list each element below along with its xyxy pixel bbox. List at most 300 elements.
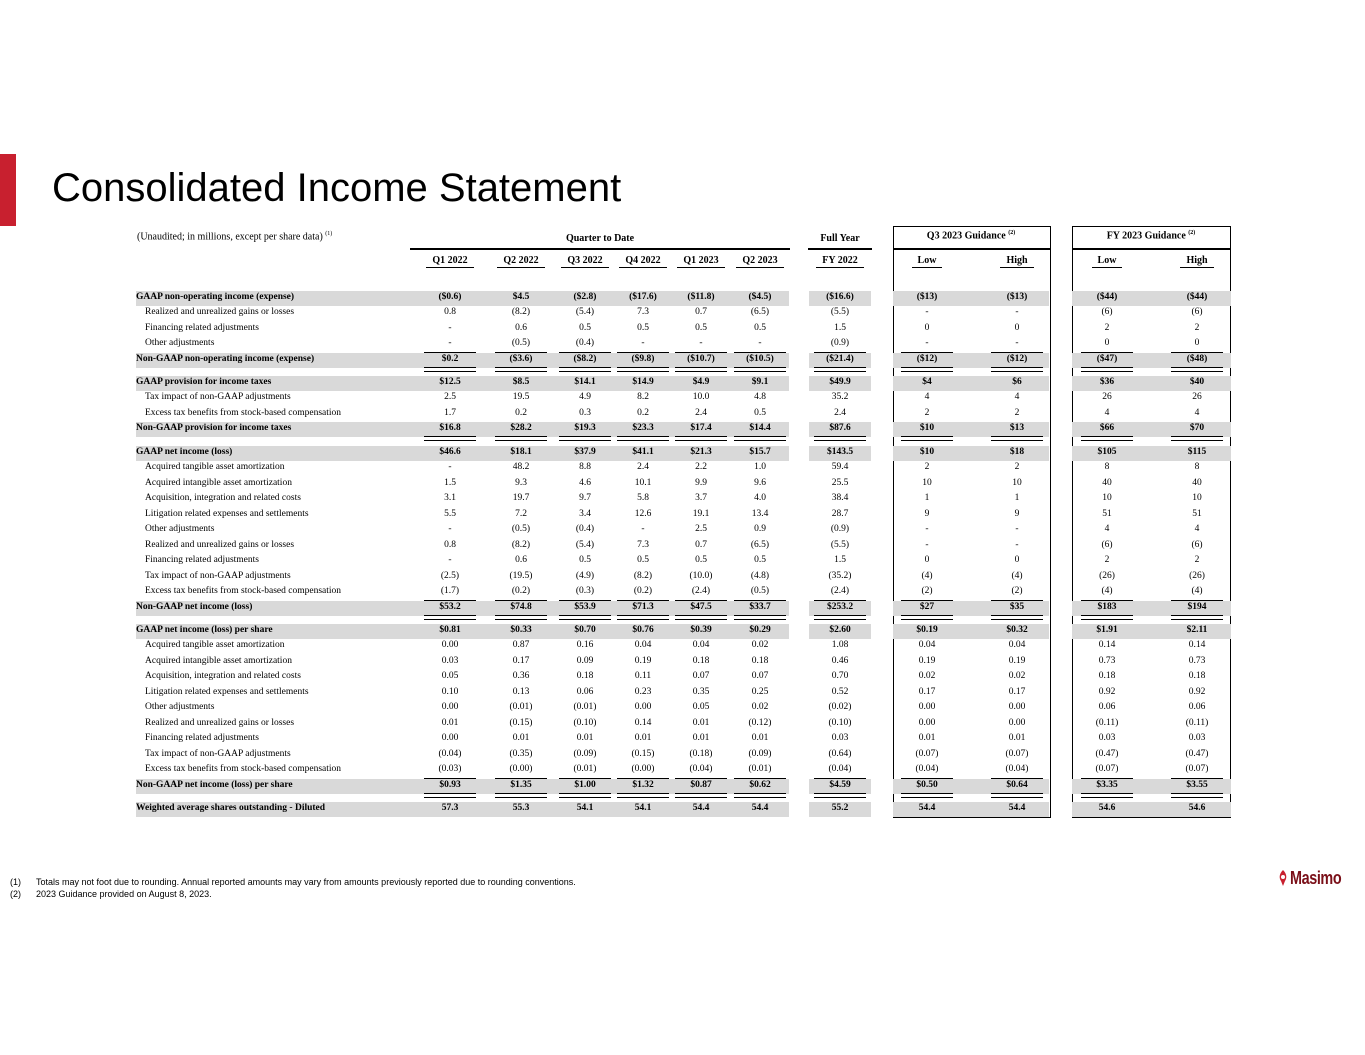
table-row: [136, 392, 1231, 406]
table-cell: $10: [919, 423, 935, 433]
table-cell: 0.23: [634, 687, 652, 697]
table-cell: 0.36: [512, 671, 530, 681]
table-row: [136, 462, 1231, 476]
table-cell: (0.01): [748, 764, 772, 774]
table-cell: 0.00: [634, 702, 652, 712]
table-row: [136, 307, 1231, 321]
table-cell: (0.10): [573, 718, 597, 728]
table-cell: ($4.5): [748, 292, 772, 302]
table-cell: (0.9): [830, 524, 850, 534]
table-cell: 54.4: [751, 803, 769, 813]
table-cell: 28.7: [831, 509, 849, 519]
column-header: Q1 2023: [661, 255, 741, 268]
table-cell: (0.01): [509, 702, 533, 712]
table-cell: (0.00): [509, 764, 533, 774]
table-cell: 4.0: [754, 493, 766, 503]
table-cell: (0.10): [828, 718, 852, 728]
table-cell: ($47): [1096, 354, 1118, 364]
row-label: Non-GAAP net income (loss): [136, 602, 253, 612]
table-cell: 0.10: [441, 687, 459, 697]
table-cell: (4.9): [575, 571, 595, 581]
table-cell: $87.6: [829, 423, 851, 433]
table-cell: $36: [1099, 377, 1115, 387]
table-cell: $21.3: [690, 447, 712, 457]
table-cell: 0.01: [1008, 733, 1026, 743]
table-cell: 1: [924, 493, 930, 503]
table-cell: (0.04): [689, 764, 713, 774]
row-label: GAAP non-operating income (expense): [136, 292, 295, 302]
table-cell: 2: [924, 408, 930, 418]
table-row: [136, 764, 1231, 778]
column-header: High: [977, 255, 1057, 268]
table-cell: (0.5): [511, 338, 531, 348]
table-cell: (0.2): [633, 586, 653, 596]
table-cell: 0.70: [831, 671, 849, 681]
total-double-underline: [617, 436, 669, 441]
table-cell: 57.3: [441, 803, 459, 813]
table-row: [136, 602, 1231, 616]
table-cell: $4.9: [692, 377, 710, 387]
table-cell: ($8.2): [573, 354, 597, 364]
column-header: Q3 2022: [545, 255, 625, 268]
masimo-logo: Masimo: [1278, 868, 1354, 889]
table-cell: (0.07): [915, 749, 939, 759]
table-cell: 51: [1192, 509, 1202, 519]
row-label: Acquired intangible asset amortization: [145, 478, 292, 488]
table-cell: ($3.6): [509, 354, 533, 364]
total-double-underline: [734, 367, 786, 372]
footnote-2: (2) 2023 Guidance provided on August 8, 2023.: [10, 889, 212, 899]
table-cell: 0.19: [918, 656, 936, 666]
total-double-underline: [424, 367, 476, 372]
column-header: FY 2022: [800, 255, 880, 268]
table-row: [136, 555, 1231, 569]
row-label: Weighted average shares outstanding - Diluted: [136, 803, 326, 813]
table-cell: 0.05: [692, 702, 710, 712]
table-cell: -: [1015, 540, 1019, 550]
row-label: Litigation related expenses and settlements: [145, 509, 309, 519]
group-fy-guidance: FY 2023 Guidance $^{(2)}$: [1106, 230, 1196, 242]
table-cell: (0.01): [573, 764, 597, 774]
table-cell: 0: [1104, 338, 1110, 348]
table-cell: (5.4): [575, 540, 595, 550]
table-cell: 9.9: [695, 478, 707, 488]
table-cell: ($17.6): [629, 292, 657, 302]
table-cell: ($2.8): [573, 292, 597, 302]
table-cell: ($12): [1006, 354, 1028, 364]
row-label: Financing related adjustments: [145, 555, 259, 565]
table-cell: (0.5): [511, 524, 531, 534]
table-cell: 0.03: [831, 733, 849, 743]
table-cell: 55.3: [512, 803, 530, 813]
table-cell: $47.5: [690, 602, 712, 612]
table-cell: 2.5: [695, 524, 707, 534]
column-header: Q4 2022: [603, 255, 683, 268]
table-cell: -: [448, 323, 452, 333]
table-cell: (5.5): [830, 540, 850, 550]
table-cell: 0.02: [751, 702, 769, 712]
table-cell: 1.5: [834, 323, 846, 333]
total-double-underline: [901, 793, 953, 798]
total-double-underline: [617, 793, 669, 798]
table-cell: (0.03): [438, 764, 462, 774]
table-cell: 0.03: [441, 656, 459, 666]
row-label: Tax impact of non-GAAP adjustments: [145, 749, 291, 759]
table-cell: 0.7: [695, 307, 707, 317]
table-cell: $37.9: [574, 447, 596, 457]
total-double-underline: [1171, 436, 1223, 441]
table-cell: $4.59: [829, 780, 851, 790]
table-cell: 54.4: [1008, 803, 1026, 813]
table-cell: ($16.6): [826, 292, 854, 302]
table-cell: 13.4: [751, 509, 769, 519]
table-cell: 0.16: [576, 640, 594, 650]
table-cell: 1.0: [754, 462, 766, 472]
table-cell: $0.19: [916, 625, 938, 635]
table-cell: $115: [1187, 447, 1207, 457]
table-cell: (26): [1099, 571, 1115, 581]
table-cell: 0.92: [1188, 687, 1206, 697]
table-cell: $6: [1012, 377, 1022, 387]
table-cell: 19.5: [512, 392, 530, 402]
table-cell: 0.14: [1098, 640, 1116, 650]
table-cell: $0.87: [690, 780, 712, 790]
table-cell: (0.04): [438, 749, 462, 759]
table-cell: $18.1: [510, 447, 532, 457]
table-cell: $23.3: [632, 423, 654, 433]
total-double-underline: [495, 367, 547, 372]
table-cell: 9.7: [579, 493, 591, 503]
table-subtitle: (Unaudited; in millions, except per share data) $^{(1)}$: [137, 231, 333, 243]
table-cell: 0.00: [441, 640, 459, 650]
table-cell: (6): [1191, 307, 1203, 317]
table-cell: 2: [1014, 408, 1020, 418]
total-double-underline: [814, 367, 866, 372]
table-row: [136, 571, 1231, 585]
table-cell: -: [641, 524, 645, 534]
table-cell: $0.70: [574, 625, 596, 635]
table-cell: $0.62: [749, 780, 771, 790]
row-label: Other adjustments: [145, 702, 215, 712]
table-cell: 0.07: [692, 671, 710, 681]
table-cell: 0.00: [1008, 702, 1026, 712]
table-cell: 0: [924, 555, 930, 565]
table-row: [136, 509, 1231, 523]
table-cell: ($44): [1186, 292, 1208, 302]
total-double-underline: [559, 615, 611, 620]
table-cell: 0.52: [831, 687, 849, 697]
table-cell: $253.2: [826, 602, 854, 612]
table-cell: 0.01: [751, 733, 769, 743]
table-cell: 4.8: [754, 392, 766, 402]
table-cell: 0.35: [692, 687, 710, 697]
total-double-underline: [901, 367, 953, 372]
row-label: Other adjustments: [145, 338, 215, 348]
table-cell: $16.8: [439, 423, 461, 433]
table-cell: 2: [1104, 323, 1110, 333]
table-cell: (6): [1101, 540, 1113, 550]
total-double-underline: [617, 615, 669, 620]
row-label: Non-GAAP non-operating income (expense): [136, 354, 315, 364]
table-cell: (5.5): [830, 307, 850, 317]
total-double-underline: [1171, 615, 1223, 620]
table-cell: 7.3: [637, 307, 649, 317]
table-cell: $40: [1189, 377, 1205, 387]
fullyear-divider: [808, 248, 872, 250]
table-row: [136, 423, 1231, 437]
table-cell: 0: [924, 323, 930, 333]
table-cell: 54.1: [634, 803, 652, 813]
table-cell: $46.6: [439, 447, 461, 457]
table-row: [136, 718, 1231, 732]
table-cell: (0.04): [828, 764, 852, 774]
table-cell: $3.55: [1186, 780, 1208, 790]
table-cell: ($11.8): [687, 292, 715, 302]
row-label: Litigation related expenses and settlements: [145, 687, 309, 697]
table-cell: 59.4: [831, 462, 849, 472]
table-cell: $14.4: [749, 423, 771, 433]
row-label: Excess tax benefits from stock-based compensation: [145, 764, 342, 774]
table-row: [136, 338, 1231, 352]
table-row: [136, 780, 1231, 794]
table-cell: 40: [1102, 478, 1112, 488]
table-cell: 0.05: [441, 671, 459, 681]
table-cell: 4: [1194, 408, 1200, 418]
table-cell: $0.32: [1006, 625, 1028, 635]
table-cell: 0.73: [1098, 656, 1116, 666]
table-cell: 2.4: [834, 408, 846, 418]
table-cell: -: [1015, 524, 1019, 534]
table-cell: 8.2: [637, 392, 649, 402]
table-cell: 0.01: [692, 733, 710, 743]
table-cell: -: [448, 462, 452, 472]
row-label: Excess tax benefits from stock-based compensation: [145, 586, 342, 596]
table-row: [136, 354, 1231, 368]
total-double-underline: [495, 615, 547, 620]
table-cell: 2.4: [637, 462, 649, 472]
table-cell: 0.87: [512, 640, 530, 650]
table-cell: 10: [1192, 493, 1202, 503]
table-cell: 0.46: [831, 656, 849, 666]
table-cell: 0.01: [692, 718, 710, 728]
table-cell: 0.5: [754, 555, 766, 565]
table-row: [136, 292, 1231, 306]
table-row: [136, 493, 1231, 507]
row-label: Financing related adjustments: [145, 733, 259, 743]
table-row: [136, 323, 1231, 337]
total-double-underline: [617, 367, 669, 372]
total-double-underline: [675, 367, 727, 372]
accent-bar: [0, 154, 16, 226]
table-cell: (0.4): [575, 524, 595, 534]
total-double-underline: [814, 436, 866, 441]
row-label: Other adjustments: [145, 524, 215, 534]
table-cell: 0.9: [754, 524, 766, 534]
total-double-underline: [424, 436, 476, 441]
table-cell: (0.4): [575, 338, 595, 348]
table-cell: 0: [1194, 338, 1200, 348]
table-cell: 1.5: [834, 555, 846, 565]
column-header: Q2 2023: [720, 255, 800, 268]
table-cell: (0.47): [1185, 749, 1209, 759]
table-cell: (4): [1011, 571, 1023, 581]
table-cell: $4: [922, 377, 932, 387]
row-label: Acquired tangible asset amortization: [145, 462, 285, 472]
table-row: [136, 749, 1231, 763]
table-cell: 3.1: [444, 493, 456, 503]
row-label: Acquired intangible asset amortization: [145, 656, 292, 666]
table-cell: -: [641, 338, 645, 348]
total-double-underline: [675, 793, 727, 798]
table-row: [136, 540, 1231, 554]
fy-guidance-divider: [1072, 248, 1231, 250]
table-cell: $13: [1009, 423, 1025, 433]
total-double-underline: [1171, 793, 1223, 798]
table-cell: 55.2: [831, 803, 849, 813]
table-cell: (8.2): [633, 571, 653, 581]
table-row: [136, 671, 1231, 685]
table-row: [136, 640, 1231, 654]
total-double-underline: [991, 793, 1043, 798]
table-cell: 2: [924, 462, 930, 472]
total-double-underline: [559, 793, 611, 798]
table-cell: (0.02): [828, 702, 852, 712]
table-cell: (19.5): [509, 571, 533, 581]
table-cell: 0.14: [1188, 640, 1206, 650]
table-cell: (6.5): [750, 307, 770, 317]
total-double-underline: [991, 615, 1043, 620]
table-cell: (6): [1191, 540, 1203, 550]
table-cell: 0.17: [1008, 687, 1026, 697]
table-cell: $0.76: [632, 625, 654, 635]
table-cell: $1.32: [632, 780, 654, 790]
table-cell: ($9.8): [631, 354, 655, 364]
table-cell: ($48): [1186, 354, 1208, 364]
table-cell: 4: [1014, 392, 1020, 402]
table-cell: 10: [922, 478, 932, 488]
table-cell: $17.4: [690, 423, 712, 433]
table-row: [136, 447, 1231, 461]
table-cell: (0.07): [1095, 764, 1119, 774]
table-cell: 4.9: [579, 392, 591, 402]
table-cell: 0.04: [692, 640, 710, 650]
table-cell: $41.1: [632, 447, 654, 457]
table-cell: $35: [1009, 602, 1025, 612]
table-cell: 4.6: [579, 478, 591, 488]
table-cell: (0.11): [1095, 718, 1119, 728]
table-cell: 5.8: [637, 493, 649, 503]
table-cell: 8.8: [579, 462, 591, 472]
total-double-underline: [1081, 615, 1133, 620]
table-cell: 54.1: [576, 803, 594, 813]
table-cell: $0.81: [439, 625, 461, 635]
table-cell: 4: [924, 392, 930, 402]
table-cell: $27: [919, 602, 935, 612]
table-cell: -: [925, 307, 929, 317]
table-cell: 25.5: [831, 478, 849, 488]
table-cell: 48.2: [512, 462, 530, 472]
row-label: Realized and unrealized gains or losses: [145, 307, 295, 317]
table-cell: 0.18: [692, 656, 710, 666]
table-cell: (0.04): [1005, 764, 1029, 774]
table-cell: 54.4: [692, 803, 710, 813]
table-cell: 0.14: [634, 718, 652, 728]
table-cell: $66: [1099, 423, 1115, 433]
table-cell: 9.3: [515, 478, 527, 488]
table-cell: $143.5: [826, 447, 854, 457]
table-cell: 0.5: [695, 555, 707, 565]
table-cell: $19.3: [574, 423, 596, 433]
group-quarter-to-date: Quarter to Date: [565, 233, 635, 244]
table-cell: 0.18: [751, 656, 769, 666]
table-cell: $0.93: [439, 780, 461, 790]
table-cell: $1.00: [574, 780, 596, 790]
table-cell: 2: [1194, 555, 1200, 565]
table-cell: ($10.7): [687, 354, 715, 364]
table-cell: 0.06: [1188, 702, 1206, 712]
table-cell: 0.03: [1188, 733, 1206, 743]
total-double-underline: [991, 436, 1043, 441]
table-cell: ($13): [916, 292, 938, 302]
total-double-underline: [1081, 793, 1133, 798]
table-cell: $4.5: [512, 292, 530, 302]
total-double-underline: [901, 436, 953, 441]
total-double-underline: [559, 436, 611, 441]
table-cell: (6): [1101, 307, 1113, 317]
table-cell: 9.6: [754, 478, 766, 488]
table-cell: (26): [1189, 571, 1205, 581]
table-cell: 7.3: [637, 540, 649, 550]
table-cell: 0.5: [579, 323, 591, 333]
table-cell: (0.09): [748, 749, 772, 759]
table-cell: (2): [1011, 586, 1023, 596]
table-cell: -: [925, 524, 929, 534]
table-cell: 0.17: [512, 656, 530, 666]
table-cell: 0.01: [634, 733, 652, 743]
table-cell: $2.60: [829, 625, 851, 635]
table-cell: 0.8: [444, 307, 456, 317]
table-cell: 54.6: [1098, 803, 1116, 813]
table-cell: (0.00): [631, 764, 655, 774]
table-cell: $14.1: [574, 377, 596, 387]
table-cell: $1.35: [510, 780, 532, 790]
table-cell: (0.09): [573, 749, 597, 759]
table-cell: $28.2: [510, 423, 532, 433]
table-cell: (4): [921, 571, 933, 581]
row-label: Acquisition, integration and related costs: [145, 671, 301, 681]
total-double-underline: [559, 367, 611, 372]
table-cell: 0.6: [515, 323, 527, 333]
table-cell: 10: [1012, 478, 1022, 488]
table-cell: $0.39: [690, 625, 712, 635]
table-cell: -: [448, 338, 452, 348]
table-cell: $0.29: [749, 625, 771, 635]
row-label: Excess tax benefits from stock-based compensation: [145, 408, 342, 418]
table-cell: $1.91: [1096, 625, 1118, 635]
table-cell: 0.17: [918, 687, 936, 697]
table-cell: $9.1: [751, 377, 769, 387]
table-cell: 0.00: [1008, 718, 1026, 728]
table-cell: 0.73: [1188, 656, 1206, 666]
column-header: Q2 2022: [481, 255, 561, 268]
table-cell: (0.2): [511, 586, 531, 596]
total-double-underline: [1081, 367, 1133, 372]
table-cell: -: [448, 524, 452, 534]
table-cell: (4): [1191, 586, 1203, 596]
column-header: High: [1157, 255, 1237, 268]
table-cell: 0.5: [754, 408, 766, 418]
row-label: GAAP provision for income taxes: [136, 377, 272, 387]
